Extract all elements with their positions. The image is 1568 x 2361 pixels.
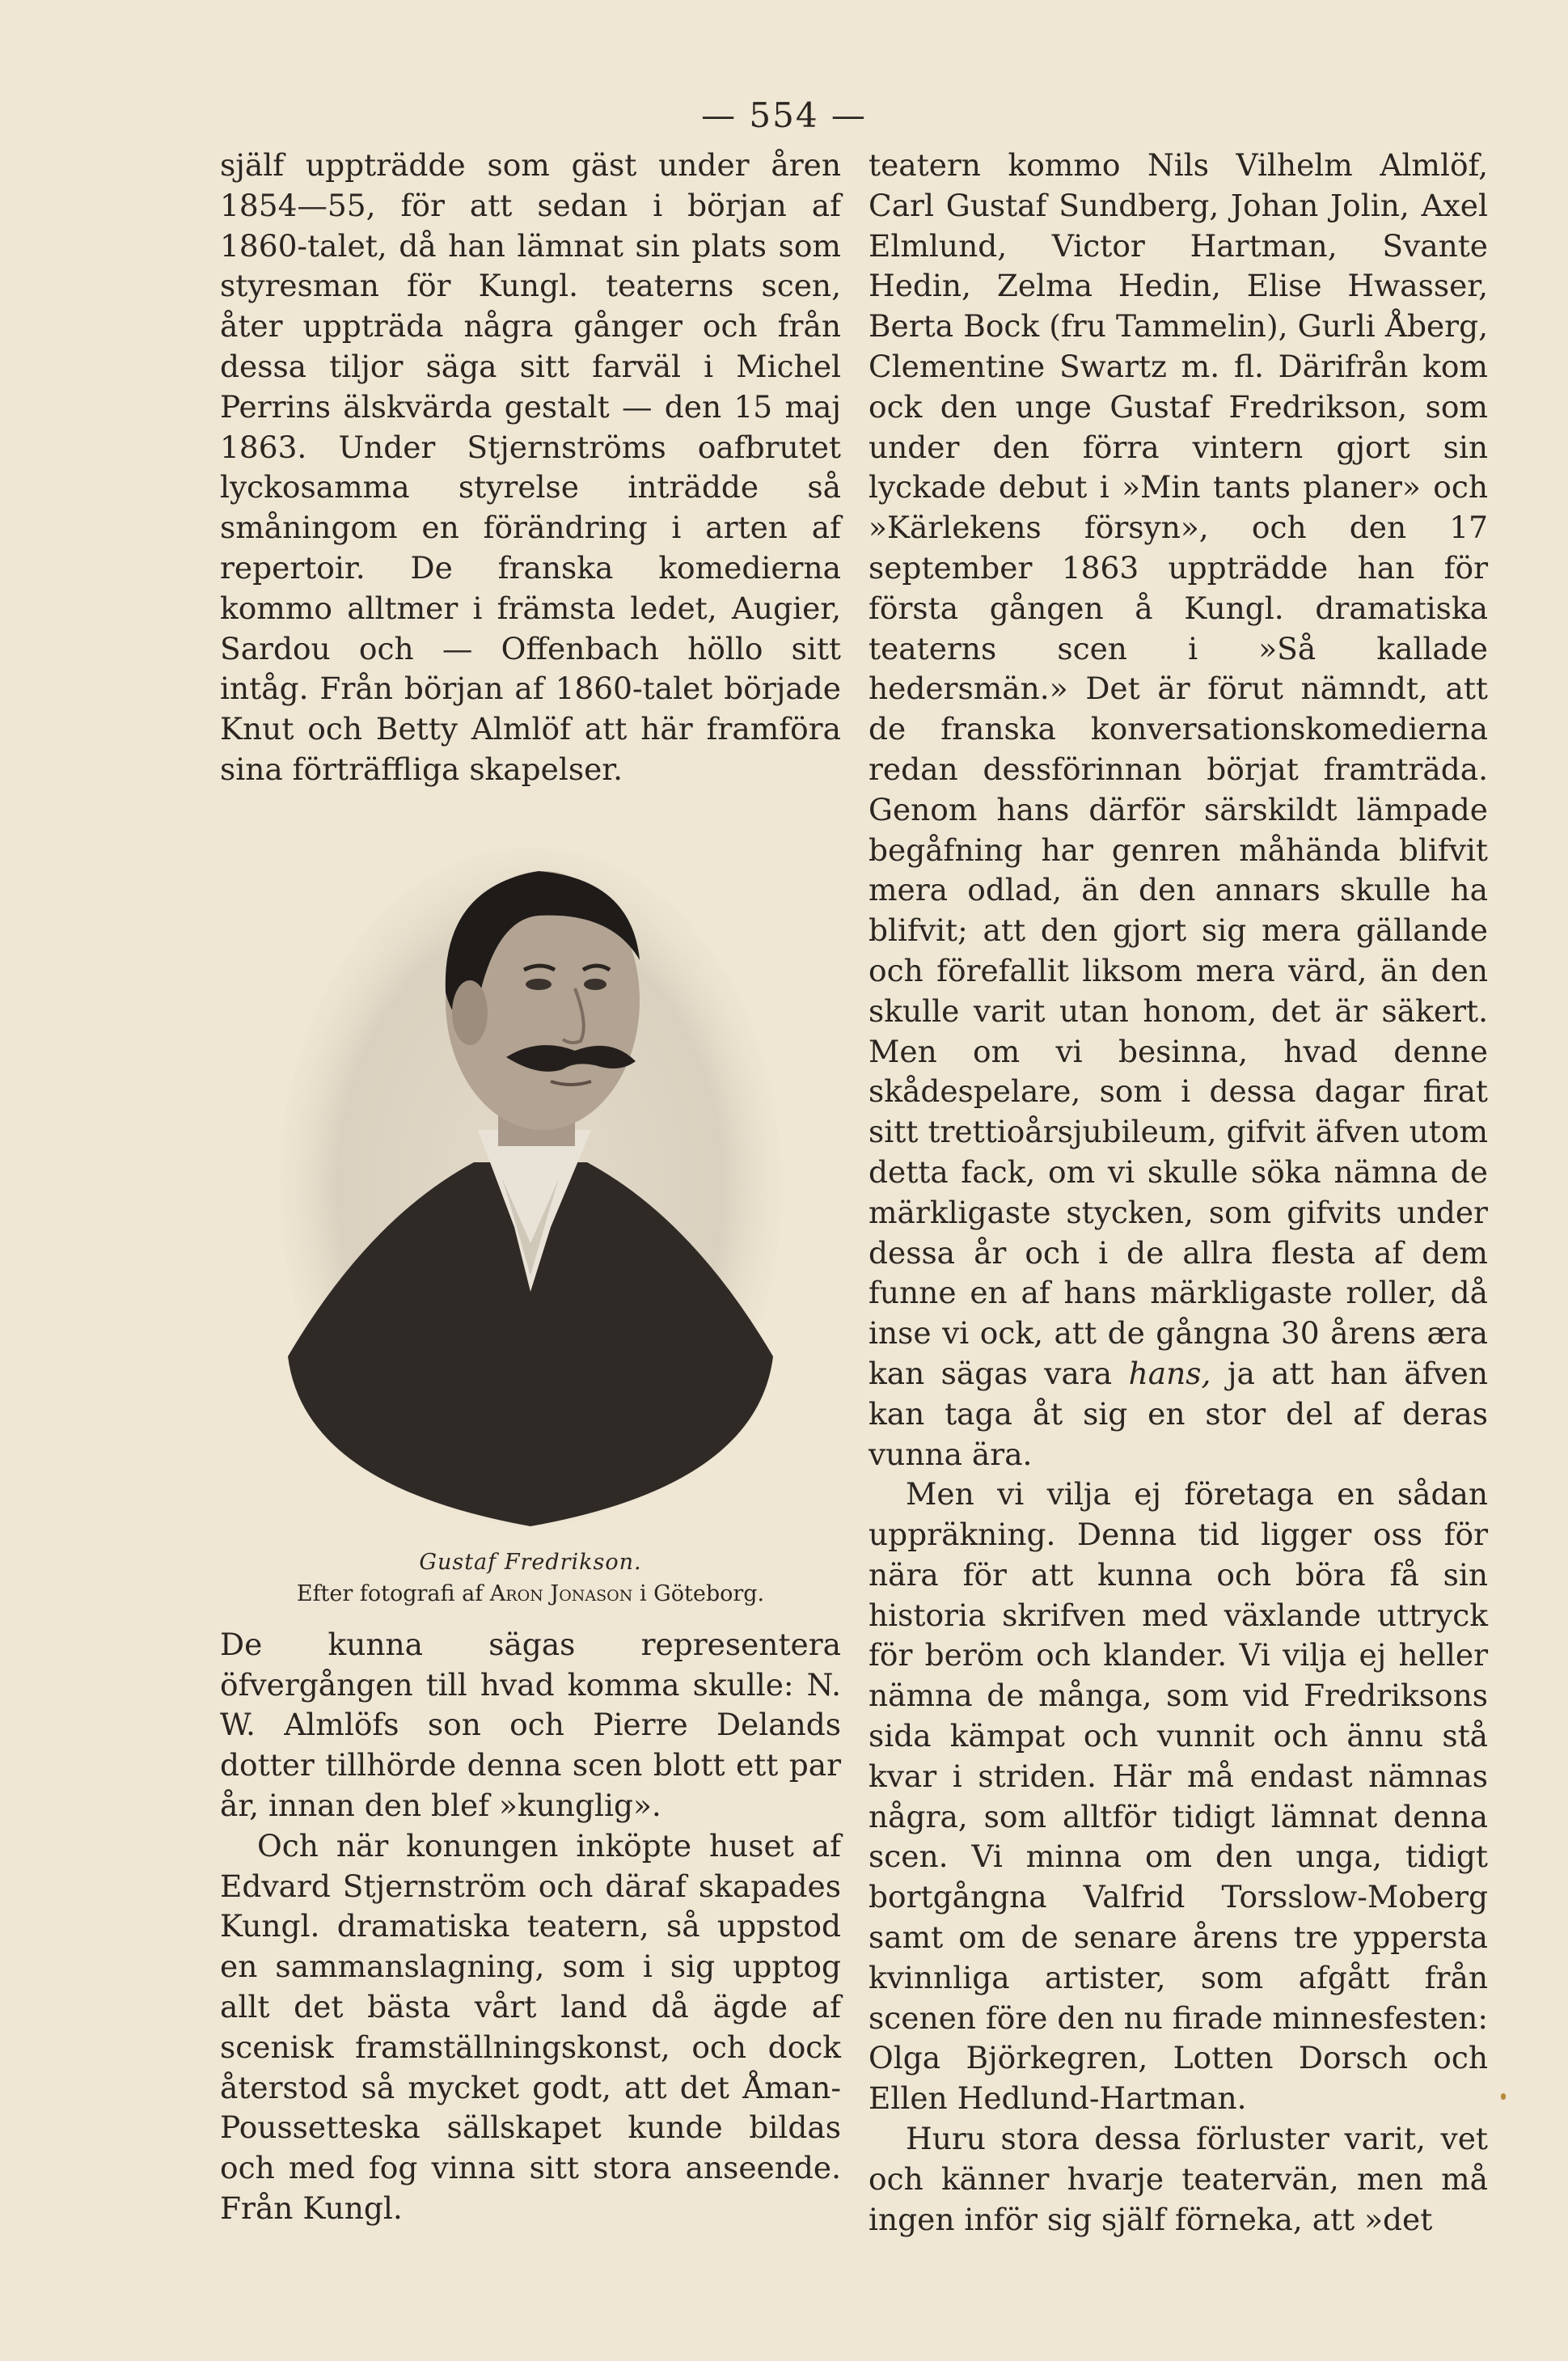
left-paragraph-2: De kunna sägas representera öfvergången till hvad komma skulle: N. W. Almlöfs son och Pierre Delands dotter tillhörde denna scen blott ett par år, innan den blef »kunglig». [220,1626,841,1823]
right-paragraph-3: Huru stora dessa förluster varit, vet och känner hvarje teatervän, men må ingen inför sig själf förneka, att »det [869,2121,1488,2237]
figure-caption-name: Gustaf Fredrikson. [419,1549,642,1575]
left-paragraph-3: Och när konungen inköpte huset af Edvard Stjernström och däraf skapades Kungl. dramatiska teatern, så uppstod en sammanslagning, som i sig upptog allt det bästa vårt land då ägde af scenisk framställningskonst, och dock återstod så mycket godt, att det Åman-Poussetteska sällskapet kunde bildas och med fog vinna sitt stora anseende. Från Kungl. [220,1827,841,2226]
page-number: — 554 — [701,95,867,135]
right-paragraph-1-text-a: teatern kommo Nils Vilhelm Almlöf, Carl Gustaf Sundberg, Johan Jolin, Axel Elmlund, Victor Hartman, Svante Hedin, Zelma Hedin, Elise Hwasser, Berta Bock (fru Tammelin), Gurli Åberg, Clementine Swartz m. fl. Därifrån kom ock den unge Gustaf Fredrikson, som under den förra vintern gjort sin lyckade debut i »Min tants planer» och »Kärlekens försyn», och den 17 september 1863 uppträdde han för första gången å Kungl. dramatiska teaterns scen i »Så kallade hedersmän.» Det är förut nämndt, att de franska konversationskomedierna redan dessförinnan börjat framträda. Genom hans därför särskildt lämpade begåfning har genren måhända blifvit mera odlad, än den annars skulle ha blifvit; att den gjort sig mera gällande och förefallit liksom mera värd, än den skulle varit utan honom, det är säkert. Men om vi besinna, hvad denne skådespelare, som i dessa dagar firat sitt trettioårsjubileum, gifvit äfven utom detta fack, om vi skulle söka nämna de märkligaste stycken, som gifvits under dessa år och i de allra flesta af dem funne en af hans märkligaste roller, då inse vi ock, att de gångna 30 årens æra kan sägas vara [869,147,1488,1391]
right-paragraph-1 [869,146,1488,1475]
portrait-image [272,839,789,1534]
right-paragraph-1-text-b: ja att han äfven kan taga åt sig en stor del af deras vunna ära. [869,1355,1489,1472]
portrait-figure [220,839,841,1609]
left-paragraph-1: själf uppträdde som gäst under åren 1854—55, för att sedan i början af 1860-talet, då han lämnat sin plats som styresman för Kungl. teaterns scen, åter uppträda några gånger och från dessa tiljor säga sitt farväl i Michel Perrins älskvärda gestalt — den 15 maj 1863. Under Stjernströms oafbrutet lyckosamma styrelse inträdde så småningom en förändring i arten af repertoir. De franska komedierna kommo alltmer i främsta ledet, Augier, Sardou och — Offenbach höllo sitt intåg. Från början af 1860-talet började Knut och Betty Almlöf att här framföra sina förträffliga skapelser. [220,147,841,787]
caption-prefix: Efter fotografi af [296,1580,484,1606]
caption-suffix: i Göteborg. [639,1580,765,1606]
left-column [220,146,841,2229]
right-paragraph-1-emphasis: hans, [1128,1355,1211,1391]
ink-speck [1501,2093,1506,2100]
figure-caption-credit [220,1580,841,1609]
right-paragraph-2: Men vi vilja ej företaga en sådan uppräkning. Denna tid ligger oss för nära för att kunna och böra få sin historia skrifven med växlande uttryck för beröm och klander. Vi vilja ej heller nämna de många, som vid Fredriksons sida kämpat och vunnit och ännu stå kvar i striden. Här må endast nämnas några, som alltför tidigt lämnat denna scen. Vi minna om den unga, tidigt bortgångna Valfrid Torsslow-Moberg samt om de senare årens tre yppersta kvinnliga artister, som afgått från scenen före den nu firade minnesfesten: Olga Björkegren, Lotten Dorsch och Ellen Hedlund-Hartman. [869,1476,1488,2117]
caption-photographer: Aron Jonason [489,1580,633,1606]
right-column [869,146,1488,2240]
